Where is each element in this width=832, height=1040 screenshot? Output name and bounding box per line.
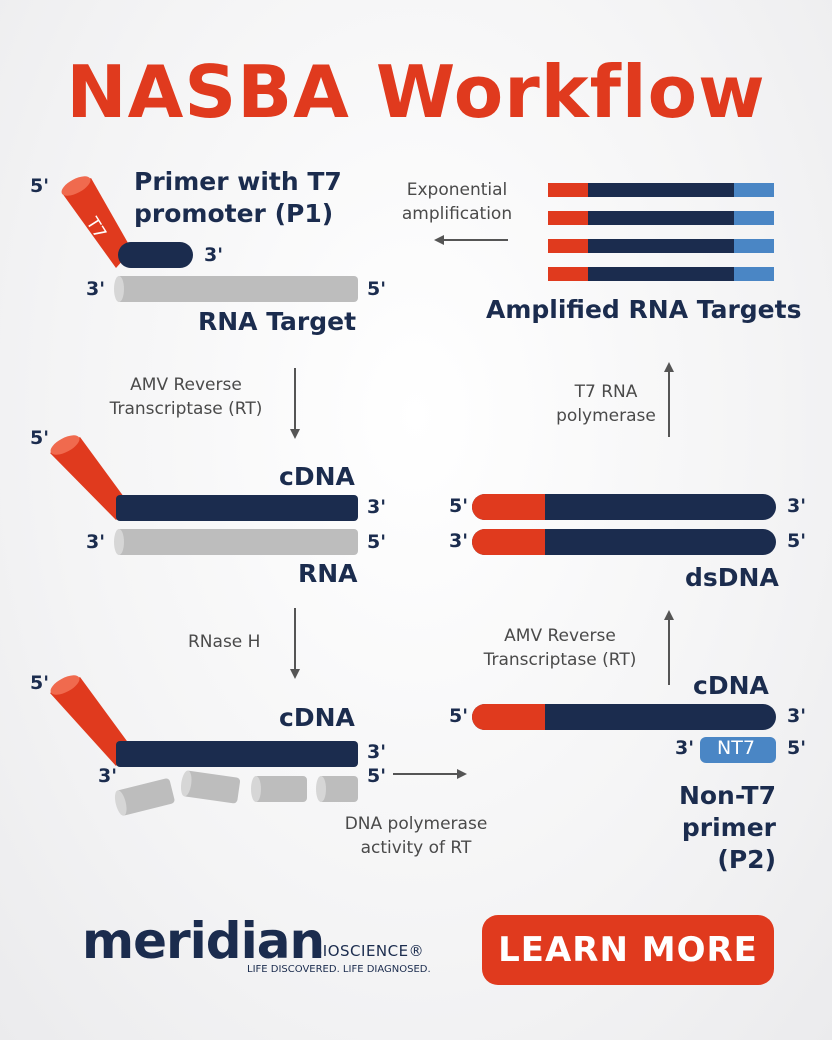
step1-rna-five-prime: 5' (367, 278, 387, 300)
step4-primer-three-prime: 3' (675, 737, 695, 759)
step1-rna-target-strand (114, 276, 358, 302)
step5-bottom-left: 3' (449, 530, 469, 552)
logo-bioscience: BIOSCIENCE® (312, 942, 425, 960)
step4-primer-five-prime: 5' (787, 737, 807, 759)
arrow4-label: AMV Reverse Transcriptase (RT) (483, 626, 637, 670)
t7-tag: T7 (81, 214, 110, 243)
step5-top-right: 3' (787, 495, 807, 517)
nt7-tag: NT7 (717, 737, 755, 759)
step3-rna-fragment-1 (113, 778, 176, 817)
step1-primer-strand (118, 242, 193, 268)
step2-rna-three-prime: 3' (86, 531, 106, 553)
step2-rna-strand (114, 529, 358, 555)
logo-tagline: LIFE DISCOVERED. LIFE DIAGNOSED. (247, 964, 431, 975)
step3-rna-fragment-4 (316, 776, 358, 802)
step5-dsdna-bottom-strand (472, 529, 776, 555)
learn-more-button[interactable]: LEARN MORE (482, 915, 774, 985)
amplified-rna-1 (548, 183, 774, 197)
step4-three-prime: 3' (787, 705, 807, 727)
step3-frag-three-prime: 3' (98, 765, 118, 787)
step3-cdna-label: cDNA (279, 703, 355, 732)
amplified-rna-2 (548, 211, 774, 225)
step3-five-prime: 5' (30, 672, 50, 694)
page-title: NASBA Workflow (66, 50, 766, 134)
step5-bottom-right: 5' (787, 530, 807, 552)
arrow3-label: DNA polymerase activity of RT (344, 814, 488, 858)
step2-cdna-strand (116, 495, 358, 521)
step1-five-prime: 5' (30, 175, 50, 197)
step1-rna-label: RNA Target (198, 307, 357, 336)
arrow6-label: Exponential amplification (401, 180, 513, 224)
step2-rna-five-prime: 5' (367, 531, 387, 553)
step2-cdna-label: cDNA (279, 462, 355, 491)
step4-cdna-strand (472, 704, 776, 730)
arrow5-label: T7 RNA polymerase (556, 382, 656, 426)
meridian-logo[interactable] (82, 912, 431, 975)
amplified-rna-4 (548, 267, 774, 281)
step1-primer-three-prime: 3' (204, 244, 224, 266)
step4-cdna-label: cDNA (693, 671, 769, 700)
step1-rna-three-prime: 3' (86, 278, 106, 300)
step3-rna-fragment-3 (251, 776, 307, 802)
amplified-rna-label: Amplified RNA Targets (486, 295, 802, 324)
step3-frag-five-prime: 5' (367, 765, 387, 787)
dsdna-label: dsDNA (685, 563, 779, 592)
step5-top-left: 5' (449, 495, 469, 517)
step3-cdna-three-prime: 3' (367, 741, 387, 763)
step2-five-prime: 5' (30, 427, 50, 449)
step4-five-prime: 5' (449, 705, 469, 727)
step4-primer-label: Non-T7 primer (P2) (678, 781, 776, 874)
step2-cdna-three-prime: 3' (367, 496, 387, 518)
step2-rna-label: RNA (298, 559, 358, 588)
step1-primer-label: Primer with T7 promoter (P1) (134, 167, 342, 228)
step5-dsdna-top-strand (472, 494, 776, 520)
step3-cdna-strand (116, 741, 358, 767)
logo-wordmark: meridian (82, 912, 325, 970)
amplified-rna-3 (548, 239, 774, 253)
arrow1-label: AMV Reverse Transcriptase (RT) (109, 375, 263, 419)
step3-rna-fragment-2 (179, 770, 240, 804)
arrow2-label: RNase H (188, 632, 261, 652)
